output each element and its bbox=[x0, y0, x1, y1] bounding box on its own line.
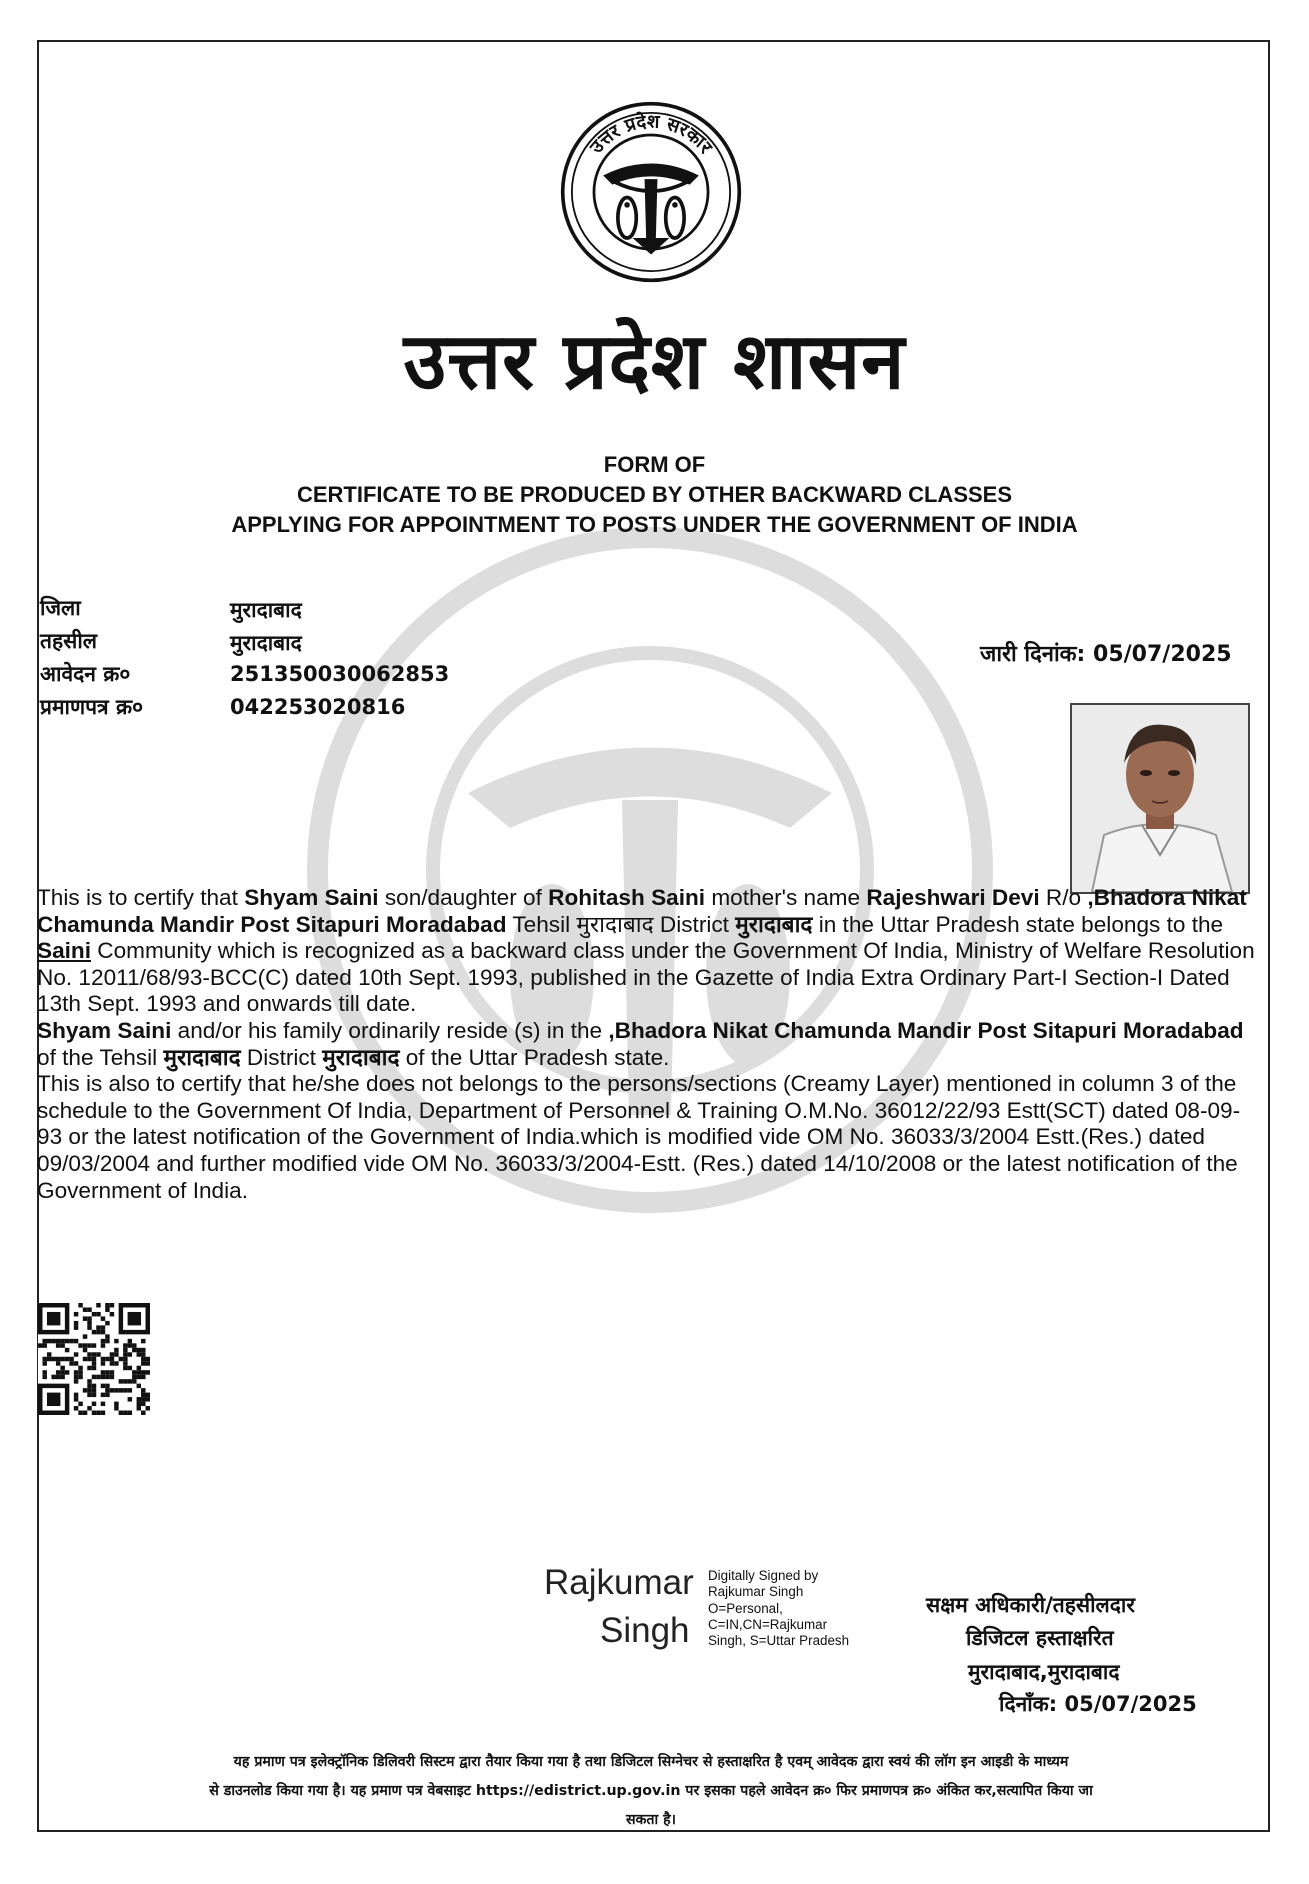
issue-date bbox=[980, 638, 1232, 668]
digital-signature-details: Digitally Signed by Rajkumar Singh O=Personal, C=IN,CN=Rajkumar Singh, S=Uttar Pradesh bbox=[708, 1568, 850, 1649]
address: ,Bhadora Nikat Chamunda Mandir Post Sitapuri Moradabad bbox=[37, 885, 1247, 937]
father-name: Rohitash Saini bbox=[548, 885, 706, 910]
emblem-text: उत्तर प्रदेश सरकार bbox=[586, 111, 716, 158]
application-number-value: 251350030062853 bbox=[230, 662, 450, 686]
certificate-body bbox=[37, 885, 1262, 1204]
heading-applying: APPLYING FOR APPOINTMENT TO POSTS UNDER THE GOVERNMENT OF INDIA bbox=[231, 512, 1078, 537]
hindi-title: उत्तर प्रदेश शासन bbox=[403, 317, 906, 407]
mother-name: Rajeshwari Devi bbox=[866, 885, 1040, 910]
application-number-label: आवेदन क्र० bbox=[40, 662, 131, 686]
certificate-number-label: प्रमाणपत्र क्र० bbox=[40, 695, 144, 719]
creamy-layer-paragraph: This is also to certify that he/she does not belongs to the persons/sections (Creamy Layer) mentioned in column 3 of the schedule to the Government Of India, Department of Personnel & Training O.M.No. 36012/22/93 Estt(SCT) dated 08-09-93 or the latest notification of the Government of India.which is modified vide OM No. 36033/3/2004 Estt.(Res.) dated 09/03/2004 and further modified vide OM No. 36033/3/2004-Estt. (Res.) dated 14/10/2008 or the latest notification of the Government of India. bbox=[37, 1071, 1241, 1203]
officer-location: मुरादाबाद,मुरादाबाद bbox=[968, 1660, 1120, 1684]
community-name: Saini bbox=[37, 938, 91, 964]
heading-form-of: FORM OF bbox=[603, 452, 706, 477]
address-2: ,Bhadora Nikat Chamunda Mandir Post Sitapuri Moradabad bbox=[608, 1017, 1244, 1043]
footer-verification-note: यह प्रमाण पत्र इलेक्ट्रॉनिक डिलिवरी सिस्टम द्वारा तैयार किया गया है तथा डिजिटल सिग्नेचर से हस्ताक्षरित है एवम् आवेदक द्वारा स्वयं की लॉग इन आइडी के माध्यम से डाउनलोड किया गया है। यह प्रमाण पत्र वेबसाइट https://edistrict.up.gov.in पर इसका पहले आवेदन क्र० फिर प्रमाणपत्र क्र० अंकित कर,सत्यापित किया जा सकता है। bbox=[209, 1754, 1093, 1828]
tehsil-name: मुरादाबाद bbox=[576, 911, 654, 938]
applicant-photo bbox=[1070, 703, 1250, 894]
person-portrait-icon bbox=[1072, 705, 1248, 892]
certification-paragraph: This is to certify that Shyam Saini son/daughter of Rohitash Saini mother's name Rajeshwari Devi R/o ,Bhadora Nikat Chamunda Mandir Post Sitapuri Moradabad Tehsil मुरादाबाद District मुरादाबाद in the Uttar Pradesh state belongs to the Saini Community which is recognized as a backward class under the Government Of India, Ministry of Welfare Resolution No. 12011/68/93-BCC(C) dated 10th Sept. 1993, published in the Gazette of India Extra Ordinary Part-I Section-I Dated 13th Sept. 1993 and onwards till date. bbox=[37, 885, 1255, 1017]
qr-code bbox=[38, 1303, 150, 1415]
district-name-2: मुरादाबाद bbox=[322, 1044, 400, 1071]
issue-date-label: जारी दिनांक: bbox=[980, 642, 1086, 667]
heading-certificate: CERTIFICATE TO BE PRODUCED BY OTHER BACKWARD CLASSES bbox=[296, 482, 1013, 507]
residence-paragraph: Shyam Saini and/or his family ordinarily reside (s) in the ,Bhadora Nikat Chamunda Mandir Post Sitapuri Moradabad of the Tehsil मुरादाबाद District मुरादाबाद of the Uttar Pradesh state. bbox=[37, 1017, 1244, 1071]
digitally-signed-label: डिजिटल हस्ताक्षरित bbox=[966, 1626, 1114, 1650]
district-name: मुरादाबाद bbox=[735, 911, 813, 938]
up-government-emblem bbox=[559, 100, 743, 284]
applicant-name: Shyam Saini bbox=[244, 885, 379, 910]
officer-designation: सक्षम अधिकारी/तहसीलदार bbox=[926, 1593, 1135, 1617]
tehsil-value: मुरादाबाद bbox=[230, 631, 302, 655]
officer-date: दिनाँक: 05/07/2025 bbox=[999, 1692, 1197, 1716]
tehsil-name-2: मुरादाबाद bbox=[163, 1044, 241, 1071]
issue-date-value: 05/07/2025 bbox=[1093, 642, 1232, 667]
tehsil-label: तहसील bbox=[40, 629, 97, 653]
certificate-number-value: 042253020816 bbox=[230, 695, 406, 719]
applicant-name-2: Shyam Saini bbox=[37, 1017, 172, 1043]
signer-name-line2: Singh bbox=[600, 1611, 690, 1650]
district-value: मुरादाबाद bbox=[230, 598, 302, 622]
signer-name-line1: Rajkumar bbox=[544, 1563, 694, 1602]
district-label: जिला bbox=[40, 596, 81, 620]
